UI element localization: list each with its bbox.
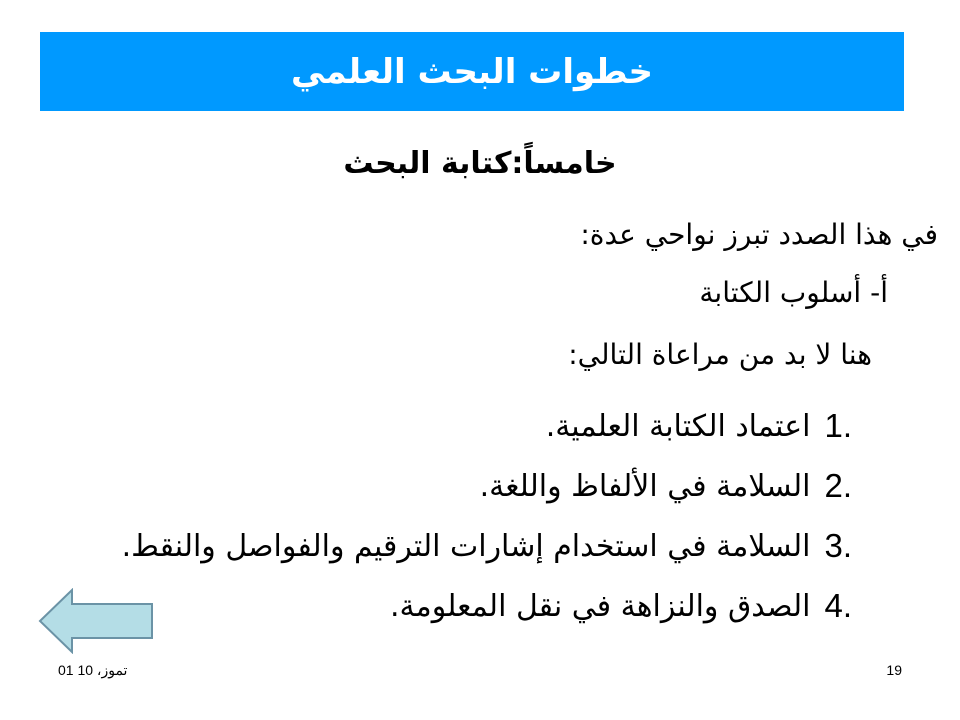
item-number: 1. xyxy=(824,407,852,444)
intro-text: في هذا الصدد تبرز نواحي عدة: xyxy=(580,218,938,251)
section-heading: أ- أسلوب الكتابة xyxy=(699,276,888,309)
item-text: اعتماد الكتابة العلمية. xyxy=(545,408,811,444)
slide-title: خطوات البحث العلمي xyxy=(291,51,653,92)
item-text: الصدق والنزاهة في نقل المعلومة. xyxy=(390,588,811,624)
item-text: السلامة في الألفاظ واللغة. xyxy=(479,468,811,504)
left-arrow-icon[interactable] xyxy=(38,588,154,654)
numbered-list xyxy=(122,396,852,636)
title-bar xyxy=(40,32,904,111)
item-text: السلامة في استخدام إشارات الترقيم والفواصل والنقط. xyxy=(121,528,811,564)
list-item xyxy=(122,456,852,516)
item-number: 3. xyxy=(824,527,852,564)
item-number: 4. xyxy=(824,587,852,624)
item-number: 2. xyxy=(824,467,852,504)
note-text: هنا لا بد من مراعاة التالي: xyxy=(568,338,872,371)
list-item xyxy=(122,396,852,456)
list-item xyxy=(122,576,852,636)
slide-subtitle: خامساً:كتابة البحث xyxy=(343,146,617,181)
page-number: 19 xyxy=(886,662,902,678)
list-item xyxy=(122,516,852,576)
footer-date: 01 تموز، 10 xyxy=(58,662,128,678)
